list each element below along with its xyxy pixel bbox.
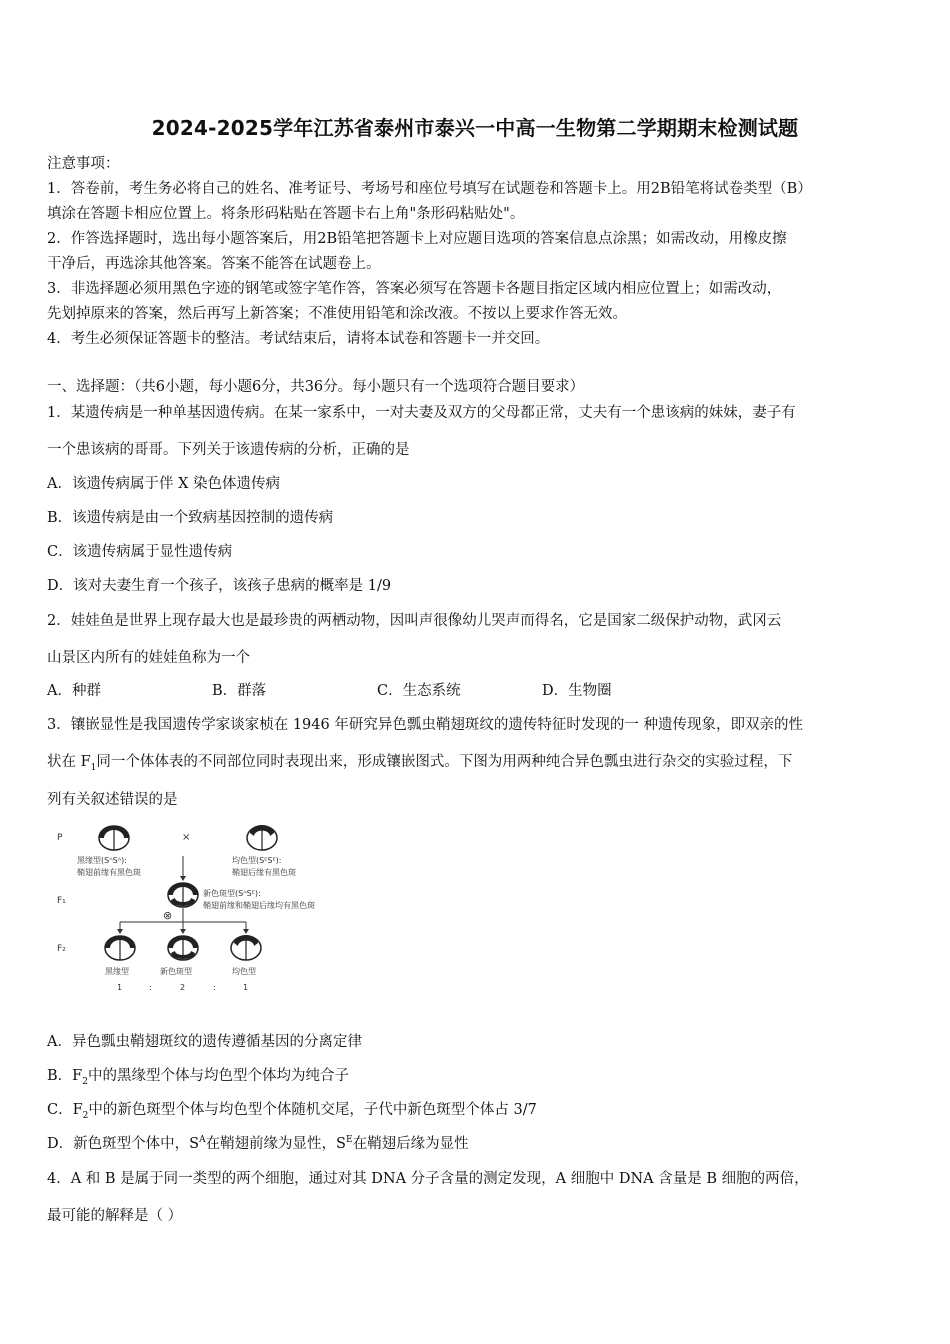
text-run: D．新色斑型个体中，S [47,1136,200,1152]
arrow-head [180,876,186,881]
ratio-value: 2 [180,983,186,992]
beetle-icon-black-edge [105,936,135,960]
text-run: 在鞘翅后缘为显性 [352,1136,469,1152]
question-3-option-c [47,1098,537,1121]
question-4-stem: 4．A 和 B 是属于同一类型的两个细胞，通过对其 DNA 分子含量的测定发现，A 细胞中 DNA 含量是 B 细胞的两倍， [47,1171,809,1187]
question-1-stem: 一个患该病的哥哥。下列关于该遗传病的分析，正确的是 [47,442,410,458]
question-2-option-a: A．种群 [47,683,101,699]
subscript: 2 [82,1076,88,1087]
notice-line: 3．非选择题必须用黑色字迹的钢笔或签字笔作答，答案必须写在答题卡各题目指定区域内相应位置上；如需改动， [47,281,782,297]
arrow-head [243,929,249,934]
question-3-option-b [47,1064,349,1087]
text-run: 中的黑缘型个体与均色型个体均为纯合子 [87,1068,349,1084]
beetle-icon-black-edge [99,826,129,850]
question-3-stem: 列有关叙述错误的是 [47,792,178,808]
f2-name: 新色斑型 [160,967,192,976]
superscript: E [346,1135,353,1146]
arrow-head [117,929,123,934]
beetle-icon-new-spot [168,883,198,907]
subscript: 2 [82,1110,89,1121]
ratio-value: 1 [117,983,123,992]
notice-line: 先划掉原来的答案，然后再写上新答案；不准使用铅笔和涂改液。不按以上要求作答无效。 [47,306,627,322]
notice-heading: 注意事项： [47,156,120,172]
page-title: 2024-2025学年江苏省泰州市泰兴一中高一生物第二学期期末检测试题 [151,116,799,140]
question-1-option-d: D．该对夫妻生育一个孩子，该孩子患病的概率是 1/9 [47,578,392,594]
label-p: P [57,833,63,843]
question-3-option-a: A．异色瓢虫鞘翅斑纹的遗传遵循基因的分离定律 [47,1034,362,1050]
selfing-symbol: ⊗ [163,909,173,922]
parent1-desc: 鞘翅前缘有黑色斑 [77,868,141,877]
notice-line: 2．作答选择题时，选出每小题答案后，用2B铅笔把答题卡上对应题目选项的答案信息点涂黑；如需改动，用橡皮擦 [47,231,787,247]
subscript: 1 [90,762,97,773]
question-2-option-d: D．生物圈 [542,683,612,699]
text-run: B．F [47,1068,83,1084]
question-2-stem: 山景区内所有的娃娃鱼称为一个 [47,650,250,666]
question-4-stem: 最可能的解释是（ ） [47,1208,183,1224]
ratio-sep: : [149,983,152,992]
text-run: 中的新色斑型个体与均色型个体随机交尾，子代中新色斑型个体占 3/7 [88,1102,537,1118]
text-run: C．F [47,1102,83,1118]
parent1-name: 黑缘型(SᴬSᴬ): [77,856,127,865]
question-2-options [47,679,612,700]
f2-name: 均色型 [232,967,256,976]
f1-name: 新色斑型(SᴬSᴱ): [203,889,261,898]
label-f1: F₁ [57,896,66,906]
question-1-option-b: B．该遗传病是由一个致病基因控制的遗传病 [47,510,334,526]
question-2-option-c: C．生态系统 [377,683,461,699]
beetle-icon-even-color [231,935,261,960]
notice-line: 干净后，再选涂其他答案。答案不能答在试题卷上。 [47,256,381,272]
arrow-head [180,929,186,934]
notice-line: 4．考生必须保证答题卡的整洁。考试结束后，请将本试卷和答题卡一并交回。 [47,331,550,347]
question-3-stem [47,750,792,773]
question-1-option-c: C．该遗传病属于显性遗传病 [47,544,233,560]
question-2-stem: 2．娃娃鱼是世界上现存最大也是最珍贵的两栖动物，因叫声很像幼儿哭声而得名，它是国家二级保护动物，武冈云 [47,613,782,629]
parent2-name: 均色型(SᴱSᴱ): [232,856,282,865]
question-1-option-a: A．该遗传病属于伴 X 染色体遗传病 [47,476,281,492]
question-2-option-b: B．群落 [212,683,267,699]
question-1-stem: 1．某遗传病是一种单基因遗传病。在某一家系中，一对夫妻及双方的父母都正常，丈夫有一个患该病的妹妹，妻子有 [47,405,796,421]
f1-desc: 鞘翅前缘和鞘翅后缘均有黑色斑 [203,901,315,910]
notice-line: 1．答卷前，考生务必将自己的姓名、准考证号、考场号和座位号填写在试题卷和答题卡上。用2B铅笔将试卷类型（B） [47,181,812,197]
ratio-sep: : [213,983,216,992]
label-f2: F₂ [57,944,66,954]
text-run: 状在 F [47,754,91,770]
beetle-icon-new-spot [168,936,198,960]
question-3-option-d [47,1132,469,1153]
cross-diagram [50,818,380,998]
f2-name: 黑缘型 [105,967,129,976]
text-run: 在鞘翅前缘为显性，S [205,1136,346,1152]
cross-symbol: × [182,832,191,843]
beetle-icon-even-color [247,825,277,850]
section-heading: 一、选择题：（共6小题，每小题6分，共36分。每小题只有一个选项符合题目要求） [47,379,585,395]
parent2-desc: 鞘翅后缘有黑色斑 [232,868,296,877]
question-3-stem: 3．镶嵌显性是我国遗传学家谈家桢在 1946 年研究异色瓢虫鞘翅斑纹的遗传特征时发现的一 种遗传现象，即双亲的性 [47,717,803,733]
text-run: 同一个体体表的不同部位同时表现出来，形成镶嵌图式。下图为用两种纯合异色瓢虫进行杂交的实验过程，下 [96,754,793,770]
ratio-value: 1 [243,983,249,992]
superscript: A [199,1135,206,1146]
notice-line: 填涂在答题卡相应位置上。将条形码粘贴在答题卡右上角"条形码粘贴处"。 [47,206,525,222]
